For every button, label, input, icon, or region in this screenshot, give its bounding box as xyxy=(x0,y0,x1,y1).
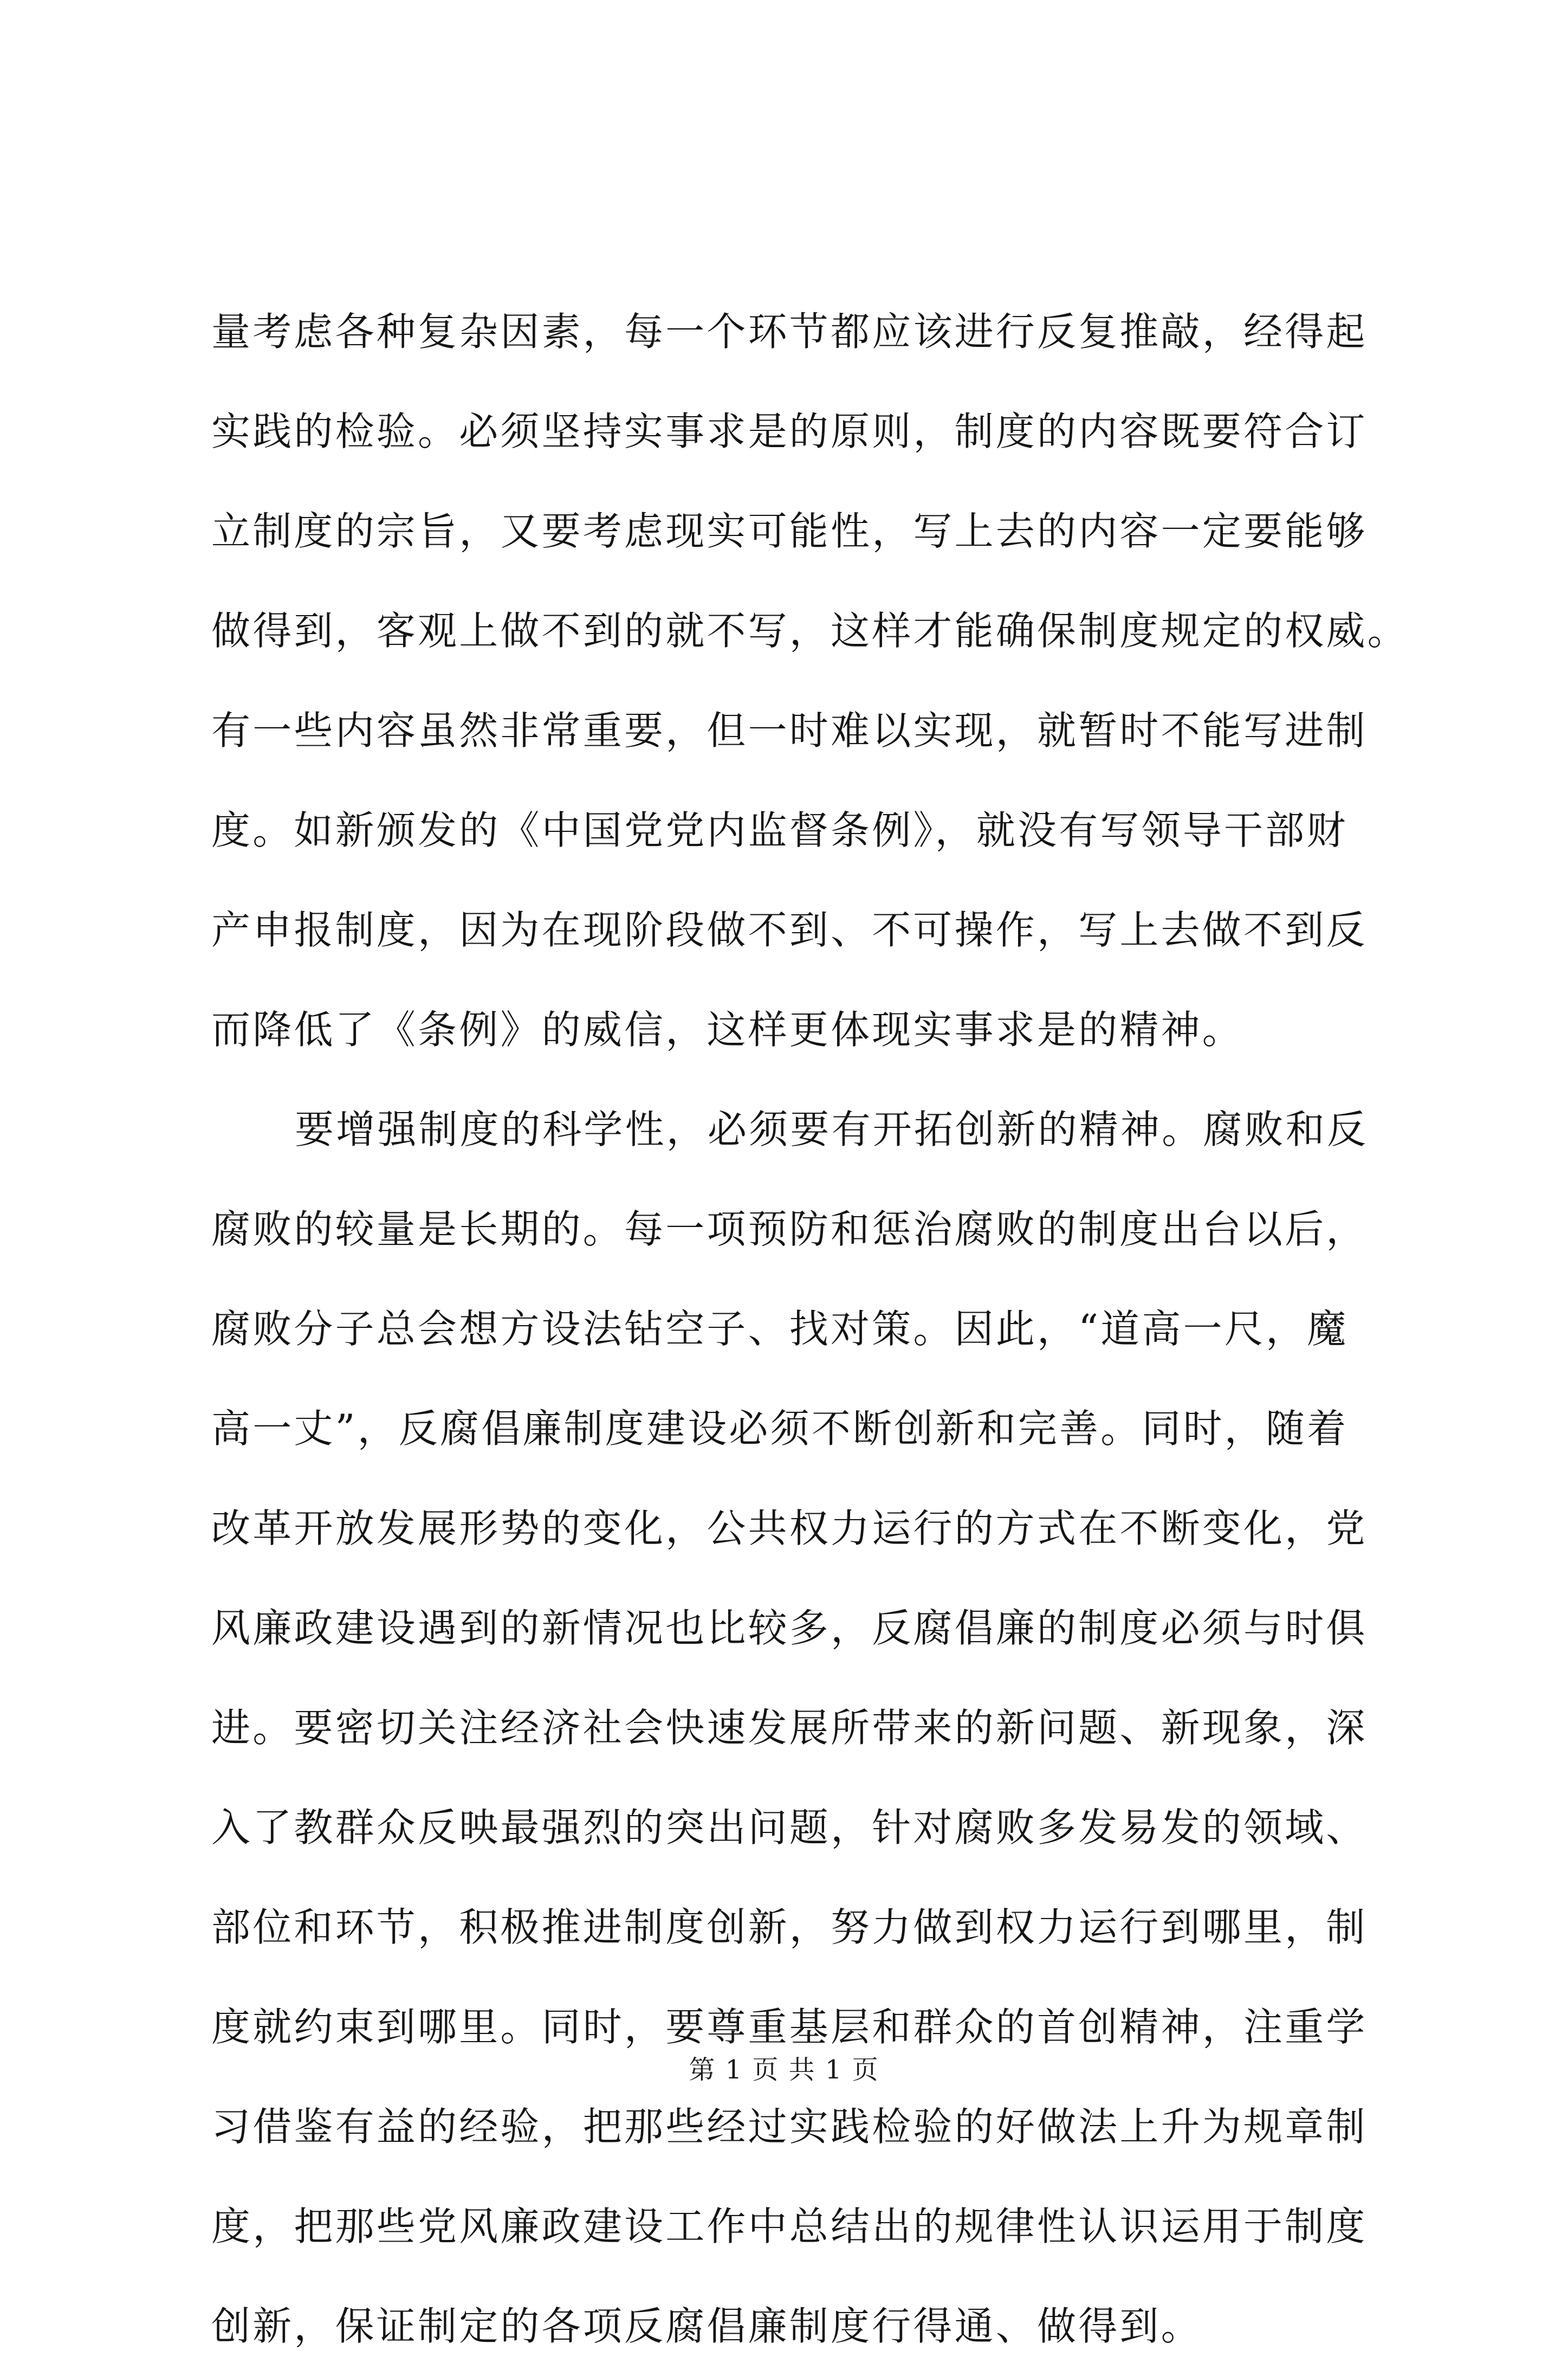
paragraph-1-line-1: 量考虑各种复杂因素，每一个环节都应该进行反复推敲，经得起 xyxy=(211,309,1368,354)
paragraph-2-line-13: 创新，保证制定的各项反腐倡廉制度行得通、做得到。 xyxy=(211,2303,1202,2349)
paragraph-2-line-8: 入了教群众反映最强烈的突出问题，针对腐败多发易发的领域、 xyxy=(211,1805,1368,1850)
paragraph-2-line-11: 习借鉴有益的经验，把那些经过实践检验的好做法上升为规章制 xyxy=(211,2104,1368,2149)
page-footer xyxy=(0,2049,1568,2086)
paragraph-2-line-1: 要增强制度的科学性，必须要有开拓创新的精神。腐败和反 xyxy=(295,1107,1369,1152)
paragraph-2-line-7: 进。要密切关注经济社会快速发展所带来的新问题、新现象，深 xyxy=(211,1705,1368,1751)
paragraph-2-line-3: 腐败分子总会想方设法钻空子、找对策。因此，“道高一尺，魔 xyxy=(211,1306,1349,1352)
paragraph-1-line-6: 度。如新颁发的《中国党党内监督条例》，就没有写领导干部财 xyxy=(211,808,1348,853)
paragraph-2-line-2: 腐败的较量是长期的。每一项预防和惩治腐败的制度出台以后， xyxy=(211,1206,1368,1252)
paragraph-1-line-4: 做得到，客观上做不到的就不写，这样才能确保制度规定的权威。 xyxy=(211,608,1409,654)
paragraph-2-line-4: 高一丈”，反腐倡廉制度建设必须不断创新和完善。同时，随着 xyxy=(211,1406,1349,1451)
paragraph-1-line-2: 实践的检验。必须坚持实事求是的原则，制度的内容既要符合订 xyxy=(211,409,1368,454)
paragraph-1-line-7: 产申报制度，因为在现阶段做不到、不可操作，写上去做不到反 xyxy=(211,907,1368,953)
page-number-label: 第 1 页 共 1 页 xyxy=(689,2055,879,2085)
paragraph-2-line-10: 度就约束到哪里。同时，要尊重基层和群众的首创精神，注重学 xyxy=(211,2004,1368,2050)
paragraph-2-line-9: 部位和环节，积极推进制度创新，努力做到权力运行到哪里，制 xyxy=(211,1904,1368,1950)
paragraph-2-line-5: 改革开放发展形势的变化，公共权力运行的方式在不断变化，党 xyxy=(211,1506,1368,1551)
paragraph-1-line-8: 而降低了《条例》的威信，这样更体现实事求是的精神。 xyxy=(211,1007,1244,1053)
paragraph-1-line-5: 有一些内容虽然非常重要，但一时难以实现，就暂时不能写进制 xyxy=(211,708,1368,753)
paragraph-1-line-3: 立制度的宗旨，又要考虑现实可能性，写上去的内容一定要能够 xyxy=(211,508,1368,554)
paragraph-2-line-12: 度，把那些党风廉政建设工作中总结出的规律性认识运用于制度 xyxy=(211,2204,1368,2249)
paragraph-2-line-6: 风廉政建设遇到的新情况也比较多，反腐倡廉的制度必须与时俱 xyxy=(211,1605,1368,1651)
